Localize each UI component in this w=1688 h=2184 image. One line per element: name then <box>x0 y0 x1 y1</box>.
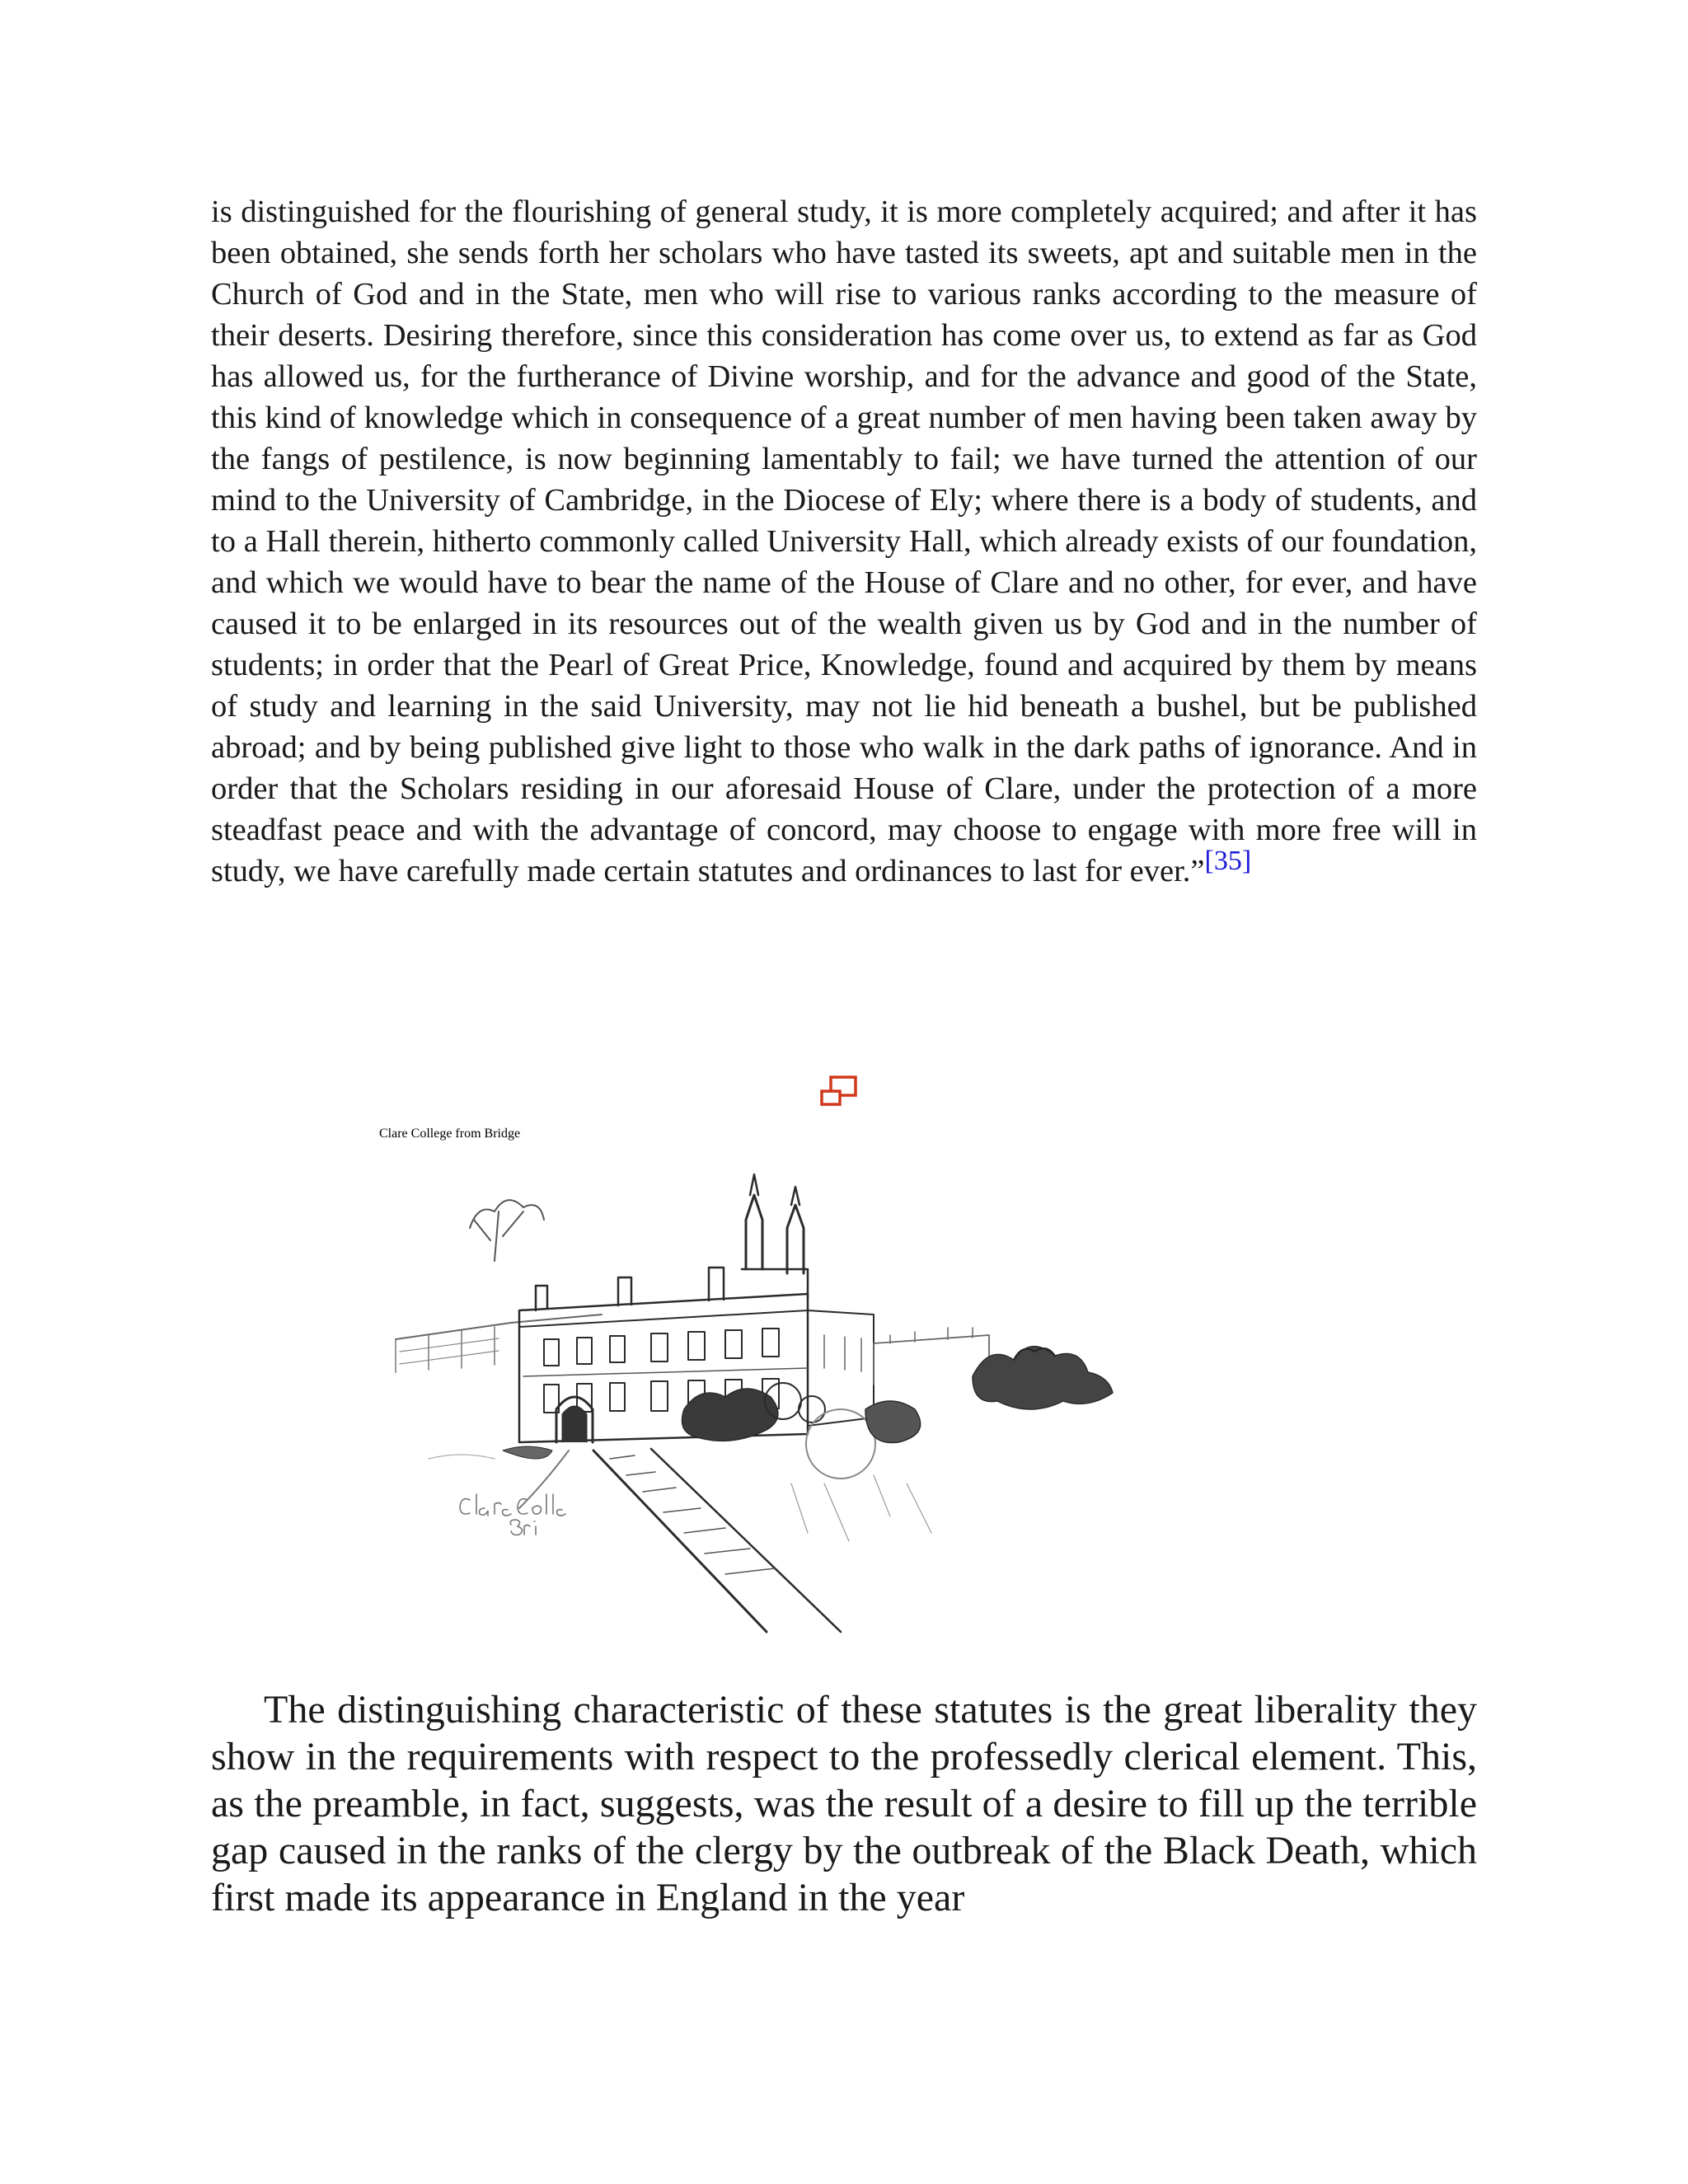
quoted-statute-text <box>211 191 1477 892</box>
quote-body: is distinguished for the flourishing of general study, it is more completely acquired; and after it has been obtained, she sends forth her scholars who have tasted its sweets, apt and suitable men in the Church of God and in the State, men who will rise to various ranks according to the measure of their deserts. Desiring therefore, since this consideration has come over us, to extend as far as God has allowed us, for the furtherance of Divine worship, and for the advance and good of the State, this kind of knowledge which in consequence of a great number of men having been taken away by the fangs of pestilence, is now beginning lamentably to fail; we have turned the attention of our mind to the University of Cambridge, in the Diocese of Ely; where there is a body of students, and to a Hall therein, hitherto commonly called University Hall, which already exists of our foundation, and which we would have to bear the name of the House of Clare and no other, for ever, and have caused it to be enlarged in its resources out of the wealth given us by God and in the number of students; in order that the Pearl of Great Price, Knowledge, found and acquired by them by means of study and learning in the said University, may not lie hid beneath a bushel, but be published abroad; and by being published give light to those who walk in the dark paths of ignorance. And in order that the Scholars residing in our aforesaid House of Clare, under the protection of a more steadfast peace and with the advantage of concord, may choose to engage with more free will in study, we have carefully made certain statutes and ordinances to last for ever.” <box>211 194 1477 888</box>
footnote-link-35[interactable]: [35] <box>1204 846 1252 876</box>
clare-college-illustration <box>379 1127 1311 1632</box>
expand-image-icon[interactable] <box>819 1075 859 1108</box>
illustration-signature: Clare College from Bridge <box>379 1127 521 1141</box>
body-paragraph: The distinguishing characteristic of these statutes is the great liberality they show in the requirements with respect to the professedly clerical element. This, as the preamble, in fact, suggests, was the result of a desire to fill up the terrible gap caused in the ranks of the clergy by the outbreak of the Black Death, which first made its appearance in England in the year <box>211 1688 1477 1919</box>
